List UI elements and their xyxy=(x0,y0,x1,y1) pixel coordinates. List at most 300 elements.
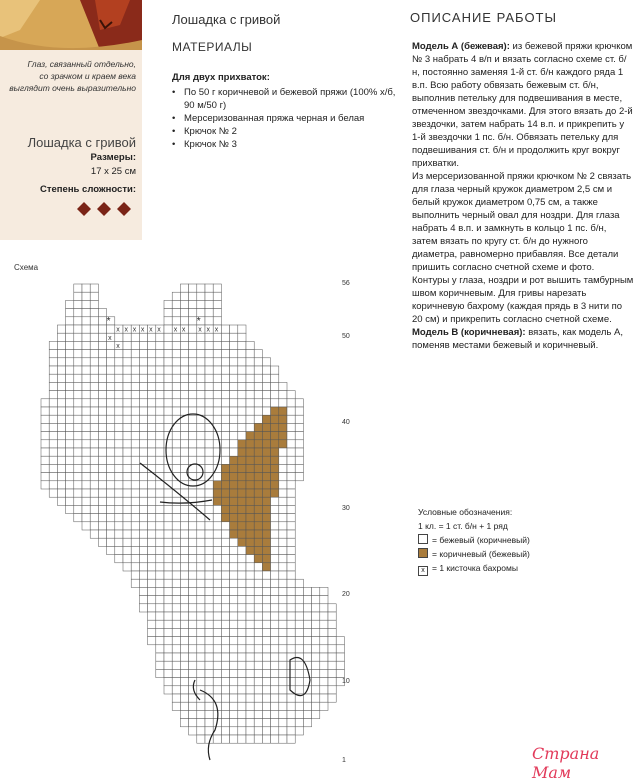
chart-cell xyxy=(205,678,213,686)
chart-cell xyxy=(156,341,164,349)
chart-cell xyxy=(189,661,197,669)
chart-cell xyxy=(156,661,164,669)
chart-cell xyxy=(230,358,238,366)
chart-cell xyxy=(221,366,229,374)
chart-cell xyxy=(279,645,287,653)
chart-cell xyxy=(49,423,57,431)
chart-cell xyxy=(180,333,188,341)
chart-cell xyxy=(156,448,164,456)
chart-cell xyxy=(164,497,172,505)
chart-cell xyxy=(189,538,197,546)
chart-cell xyxy=(213,522,221,530)
chart-cell xyxy=(279,497,287,505)
chart-cell xyxy=(107,407,115,415)
chart-cell xyxy=(246,341,254,349)
chart-cell xyxy=(271,669,279,677)
chart-cell xyxy=(90,341,98,349)
chart-cell xyxy=(205,333,213,341)
chart-cell xyxy=(107,448,115,456)
chart-cell xyxy=(238,563,246,571)
chart-cell xyxy=(262,653,270,661)
chart-cell xyxy=(131,497,139,505)
chart-cell xyxy=(246,505,254,513)
chart-cell xyxy=(41,432,49,440)
chart-cell xyxy=(279,505,287,513)
chart-cell xyxy=(205,514,213,522)
chart-cell xyxy=(74,440,82,448)
chart-cell xyxy=(66,350,74,358)
chart-cell xyxy=(295,473,303,481)
chart-cell xyxy=(213,473,221,481)
chart-cell xyxy=(164,546,172,554)
chart-cell xyxy=(238,571,246,579)
chart-cell xyxy=(172,686,180,694)
chart-cell xyxy=(180,399,188,407)
chart-cell xyxy=(246,358,254,366)
chart-cell xyxy=(148,620,156,628)
chart-cell xyxy=(164,628,172,636)
chart-cell xyxy=(271,702,279,710)
chart-cell xyxy=(336,661,344,669)
chart-cell xyxy=(238,579,246,587)
chart-cell xyxy=(213,391,221,399)
chart-cell xyxy=(312,678,320,686)
materials-subheading: Для двух прихваток: xyxy=(172,72,270,83)
chart-cell xyxy=(115,382,123,390)
chart-cell xyxy=(262,661,270,669)
chart-cell xyxy=(254,415,262,423)
chart-cell xyxy=(312,661,320,669)
chart-cell xyxy=(320,604,328,612)
chart-cell xyxy=(230,620,238,628)
chart-cell xyxy=(279,448,287,456)
chart-cell xyxy=(123,448,131,456)
chart-cell xyxy=(172,530,180,538)
chart-cell xyxy=(156,612,164,620)
chart-cell xyxy=(279,407,287,415)
chart-cell xyxy=(41,481,49,489)
materials-heading: МАТЕРИАЛЫ xyxy=(172,40,253,54)
chart-cell xyxy=(156,596,164,604)
chart-cell xyxy=(230,522,238,530)
chart-cell xyxy=(238,702,246,710)
chart-cell xyxy=(287,678,295,686)
chart-cell xyxy=(279,522,287,530)
chart-cell xyxy=(287,571,295,579)
chart-cell xyxy=(172,702,180,710)
chart-cell xyxy=(90,514,98,522)
fringe-mark: x xyxy=(198,326,202,334)
chart-cell xyxy=(197,678,205,686)
chart-cell xyxy=(90,366,98,374)
chart-cell xyxy=(98,456,106,464)
chart-cell xyxy=(66,325,74,333)
chart-cell xyxy=(246,571,254,579)
chart-cell xyxy=(213,555,221,563)
chart-cell xyxy=(205,309,213,317)
chart-cell xyxy=(320,678,328,686)
chart-cell xyxy=(139,555,147,563)
chart-cell xyxy=(271,719,279,727)
chart-cell xyxy=(271,448,279,456)
chart-cell xyxy=(98,497,106,505)
chart-cell xyxy=(115,505,123,513)
chart-cell xyxy=(123,432,131,440)
chart-cell xyxy=(164,620,172,628)
chart-cell xyxy=(197,719,205,727)
chart-cell xyxy=(238,473,246,481)
chart-cell xyxy=(172,571,180,579)
chart-cell xyxy=(279,637,287,645)
chart-cell xyxy=(295,661,303,669)
chart-cell xyxy=(238,325,246,333)
chart-cell xyxy=(246,546,254,554)
chart-cell xyxy=(82,317,90,325)
size-label: Размеры: xyxy=(90,152,136,163)
chart-cell xyxy=(271,653,279,661)
chart-cell xyxy=(90,325,98,333)
chart-cell xyxy=(107,432,115,440)
chart-cell xyxy=(98,423,106,431)
chart-cell xyxy=(131,538,139,546)
chart-cell xyxy=(123,366,131,374)
chart-cell xyxy=(303,719,311,727)
chart-cell xyxy=(271,587,279,595)
chart-cell xyxy=(139,432,147,440)
chart-cell xyxy=(320,637,328,645)
chart-cell xyxy=(82,415,90,423)
chart-cell xyxy=(254,719,262,727)
chart-cell xyxy=(279,423,287,431)
chart-cell xyxy=(213,374,221,382)
chart-cell xyxy=(238,546,246,554)
chart-cell xyxy=(82,300,90,308)
chart-cell xyxy=(189,333,197,341)
chart-cell xyxy=(107,538,115,546)
chart-cell xyxy=(148,382,156,390)
chart-cell xyxy=(164,300,172,308)
chart-cell xyxy=(320,661,328,669)
chart-cell xyxy=(262,374,270,382)
chart-cell xyxy=(180,563,188,571)
chart-cell xyxy=(107,399,115,407)
chart-cell xyxy=(221,530,229,538)
chart-cell xyxy=(66,456,74,464)
chart-cell xyxy=(66,432,74,440)
fringe-mark: x xyxy=(116,326,120,334)
chart-cell xyxy=(82,391,90,399)
chart-cell xyxy=(131,530,139,538)
chart-cell xyxy=(328,661,336,669)
chart-cell xyxy=(230,399,238,407)
chart-cell xyxy=(98,309,106,317)
chart-cell xyxy=(279,579,287,587)
chart-cell xyxy=(254,546,262,554)
chart-cell xyxy=(230,669,238,677)
chart-cell xyxy=(49,399,57,407)
chart-cell xyxy=(131,456,139,464)
chart-cell xyxy=(279,456,287,464)
chart-cell xyxy=(279,661,287,669)
chart-cell xyxy=(262,669,270,677)
chart-cell xyxy=(279,399,287,407)
chart-cell xyxy=(246,620,254,628)
chart-cell xyxy=(123,358,131,366)
chart-cell xyxy=(279,612,287,620)
chart-cell xyxy=(66,374,74,382)
chart-cell xyxy=(312,587,320,595)
chart-cell xyxy=(254,604,262,612)
chart-cell xyxy=(254,399,262,407)
chart-cell xyxy=(172,645,180,653)
chart-cell xyxy=(49,481,57,489)
chart-cell xyxy=(312,645,320,653)
chart-cell xyxy=(164,358,172,366)
chart-cell xyxy=(180,514,188,522)
chart-cell xyxy=(230,587,238,595)
chart-cell xyxy=(164,448,172,456)
chart-cell xyxy=(49,432,57,440)
chart-cell xyxy=(262,522,270,530)
chart-cell xyxy=(271,604,279,612)
chart-cell xyxy=(320,694,328,702)
chart-cell xyxy=(221,571,229,579)
chart-cell xyxy=(66,505,74,513)
chart-cell xyxy=(139,546,147,554)
chart-cell xyxy=(49,456,57,464)
chart-cell xyxy=(287,448,295,456)
chart-cell xyxy=(180,505,188,513)
chart-cell xyxy=(98,358,106,366)
chart-cell xyxy=(172,391,180,399)
chart-cell xyxy=(221,514,229,522)
chart-cell xyxy=(262,678,270,686)
chart-cell xyxy=(197,661,205,669)
chart-cell xyxy=(189,309,197,317)
chart-cell xyxy=(98,538,106,546)
chart-cell xyxy=(82,284,90,292)
chart-cell xyxy=(82,473,90,481)
model-b-text: вязать, как модель А, поменяв местами бежевый и коричневый. xyxy=(412,327,623,351)
chart-cell xyxy=(49,489,57,497)
chart-cell xyxy=(205,571,213,579)
chart-cell xyxy=(205,448,213,456)
chart-cell xyxy=(197,702,205,710)
chart-cell xyxy=(213,661,221,669)
page-title: Лошадка с гривой xyxy=(172,12,281,27)
chart-cell xyxy=(295,407,303,415)
chart-cell xyxy=(328,669,336,677)
chart-cell xyxy=(123,514,131,522)
chart-cell xyxy=(180,309,188,317)
chart-cell xyxy=(221,407,229,415)
chart-cell xyxy=(295,702,303,710)
chart-cell xyxy=(246,366,254,374)
chart-cell xyxy=(164,604,172,612)
chart-cell xyxy=(172,661,180,669)
chart-cell xyxy=(115,366,123,374)
chart-cell xyxy=(49,358,57,366)
chart-cell xyxy=(123,333,131,341)
chart-cell xyxy=(197,432,205,440)
chart-cell xyxy=(246,481,254,489)
chart-cell xyxy=(246,440,254,448)
chart-cell xyxy=(131,341,139,349)
chart-cell xyxy=(230,653,238,661)
chart-cell xyxy=(221,702,229,710)
chart-cell xyxy=(213,292,221,300)
chart-cell xyxy=(221,325,229,333)
chart-cell xyxy=(148,587,156,595)
chart-cell xyxy=(238,612,246,620)
chart-cell xyxy=(205,350,213,358)
chart-cell xyxy=(213,637,221,645)
chart-cell xyxy=(139,399,147,407)
chart-cell xyxy=(156,333,164,341)
chart-cell xyxy=(131,366,139,374)
chart-cell xyxy=(189,489,197,497)
chart-cell xyxy=(230,481,238,489)
chart-cell xyxy=(262,612,270,620)
row-number: 40 xyxy=(342,419,350,426)
chart-cell xyxy=(90,358,98,366)
chart-cell xyxy=(98,374,106,382)
chart-cell xyxy=(49,407,57,415)
chart-cell xyxy=(156,497,164,505)
chart-cell xyxy=(303,694,311,702)
chart-cell xyxy=(98,407,106,415)
chart-cell xyxy=(287,669,295,677)
chart-cell xyxy=(254,637,262,645)
chart-cell xyxy=(238,669,246,677)
chart-cell xyxy=(197,423,205,431)
chart-cell xyxy=(287,497,295,505)
chart-cell xyxy=(66,407,74,415)
chart-cell xyxy=(156,423,164,431)
chart-cell xyxy=(205,727,213,735)
chart-cell xyxy=(98,522,106,530)
chart-cell xyxy=(164,596,172,604)
chart-cell xyxy=(148,546,156,554)
chart-cell xyxy=(197,538,205,546)
chart-cell xyxy=(238,735,246,743)
chart-cell xyxy=(172,382,180,390)
chart-cell xyxy=(279,489,287,497)
chart-cell xyxy=(180,661,188,669)
chart-cell xyxy=(180,579,188,587)
chart-cell xyxy=(189,727,197,735)
chart-cell xyxy=(221,481,229,489)
chart-cell xyxy=(57,423,65,431)
chart-cell xyxy=(131,522,139,530)
chart-cell xyxy=(230,382,238,390)
chart-cell xyxy=(262,497,270,505)
chart-cell xyxy=(246,686,254,694)
chart-cell xyxy=(164,669,172,677)
chart-cell xyxy=(312,669,320,677)
chart-cell xyxy=(180,628,188,636)
chart-cell xyxy=(148,505,156,513)
chart-cell xyxy=(336,645,344,653)
chart-cell xyxy=(172,366,180,374)
chart-cell xyxy=(172,538,180,546)
chart-cell xyxy=(271,391,279,399)
chart-cell xyxy=(197,620,205,628)
chart-cell xyxy=(295,448,303,456)
chart-cell xyxy=(271,456,279,464)
chart-cell xyxy=(205,710,213,718)
chart-cell xyxy=(41,464,49,472)
chart-cell xyxy=(295,719,303,727)
chart-cell xyxy=(271,423,279,431)
chart-cell xyxy=(139,341,147,349)
chart-cell xyxy=(197,456,205,464)
chart-cell xyxy=(172,358,180,366)
chart-cell xyxy=(156,637,164,645)
chart-cell xyxy=(164,489,172,497)
chart-cell xyxy=(205,399,213,407)
chart-cell xyxy=(262,489,270,497)
chart-cell xyxy=(246,661,254,669)
chart-cell xyxy=(164,407,172,415)
chart-cell xyxy=(262,563,270,571)
chart-cell xyxy=(156,587,164,595)
chart-cell xyxy=(189,350,197,358)
chart-cell xyxy=(180,317,188,325)
chart-cell xyxy=(74,309,82,317)
chart-cell xyxy=(230,432,238,440)
chart-cell xyxy=(205,522,213,530)
chart-cell xyxy=(295,423,303,431)
chart-cell xyxy=(172,317,180,325)
chart-cell xyxy=(82,522,90,530)
chart-cell xyxy=(246,612,254,620)
chart-cell xyxy=(82,440,90,448)
chart-cell xyxy=(238,341,246,349)
chart-cell xyxy=(271,620,279,628)
chart-cell xyxy=(287,710,295,718)
chart-cell xyxy=(57,456,65,464)
chart-cell xyxy=(139,473,147,481)
chart-cell xyxy=(98,489,106,497)
chart-cell xyxy=(213,399,221,407)
chart-cell xyxy=(156,563,164,571)
chart-cell xyxy=(189,399,197,407)
chart-cell xyxy=(123,407,131,415)
chart-cell xyxy=(246,735,254,743)
chart-cell xyxy=(254,505,262,513)
chart-cell xyxy=(90,292,98,300)
chart-cell xyxy=(107,341,115,349)
chart-cell xyxy=(57,399,65,407)
chart-cell xyxy=(271,407,279,415)
chart-cell xyxy=(49,464,57,472)
chart-cell xyxy=(262,481,270,489)
difficulty-label: Степень сложности: xyxy=(40,184,136,195)
chart-cell xyxy=(189,587,197,595)
chart-cell xyxy=(205,555,213,563)
row-number: 20 xyxy=(342,591,350,598)
chart-cell xyxy=(221,350,229,358)
chart-cell xyxy=(82,309,90,317)
chart-cell xyxy=(98,382,106,390)
chart-cell xyxy=(98,366,106,374)
caption-line: выглядит очень выразительно xyxy=(9,83,136,93)
chart-cell xyxy=(131,514,139,522)
chart-cell xyxy=(254,555,262,563)
chart-cell xyxy=(262,694,270,702)
chart-cell xyxy=(287,587,295,595)
